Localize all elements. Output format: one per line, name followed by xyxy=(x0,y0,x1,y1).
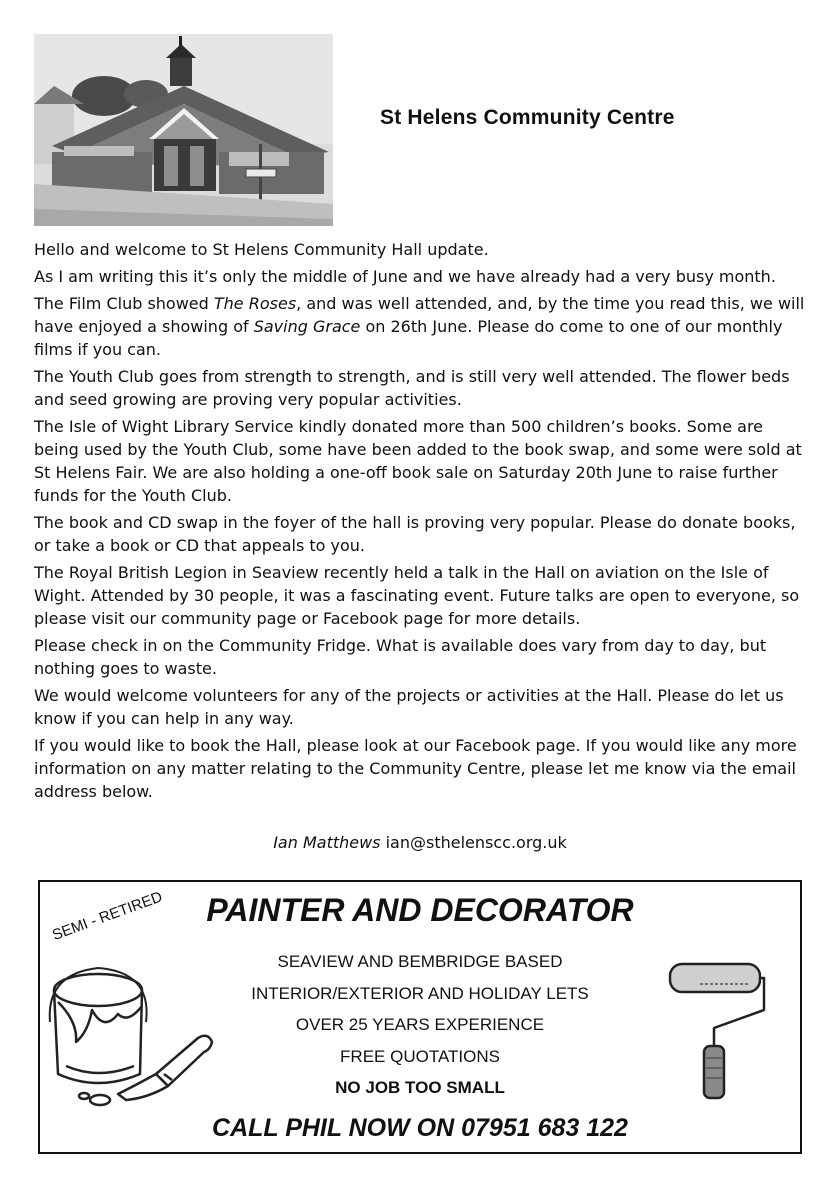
paragraph-text: Please check in on the Community Fridge. What is available does vary from day to day, but nothing goes to waste. xyxy=(34,636,767,678)
paragraph-text: The Isle of Wight Library Service kindly donated more than 500 children’s books. Some are being used by the Youth Club, some have been added to the book swap, and some were sold at St Helens Fair. We are also holding a one-off book sale on Saturday 20th June to raise further funds for the Youth Club. xyxy=(34,417,802,505)
advert-title: PAINTER AND DECORATOR xyxy=(206,892,634,928)
paragraph xyxy=(34,734,810,803)
paragraph-text: As I am writing this it’s only the middle of June and we have already had a very busy month. xyxy=(34,267,776,286)
paragraph xyxy=(34,238,810,261)
advert-bold-line: NO JOB TOO SMALL xyxy=(335,1078,505,1097)
paragraph-text: The book and CD swap in the foyer of the hall is proving very popular. Please do donate books, or take a book or CD that appeals to you. xyxy=(34,513,796,555)
community-centre-photo xyxy=(34,34,333,226)
paragraph-text: The Royal British Legion in Seaview recently held a talk in the Hall on aviation on the Isle of Wight. Attended by 30 people, it was a fascinating event. Future talks are open to everyone, so please visit our community page or Facebook page for more details. xyxy=(34,563,800,628)
paragraph-text: We would welcome volunteers for any of the projects or activities at the Hall. Please do let us know if you can help in any way. xyxy=(34,686,784,728)
advert-line: SEAVIEW AND BEMBRIDGE BASED xyxy=(277,952,563,971)
paragraph-text: The Youth Club goes from strength to strength, and is still very well attended. The flower beds and seed growing are proving very popular activities. xyxy=(34,367,790,409)
paragraph-text: If you would like to book the Hall, please look at our Facebook page. If you would like any more information on any matter relating to the Community Centre, please let me know via the email address below. xyxy=(34,736,797,801)
advert-line: OVER 25 YEARS EXPERIENCE xyxy=(295,1015,545,1034)
semi-retired-label: SEMI - RETIRED xyxy=(50,888,165,944)
article-body xyxy=(34,238,810,807)
advert-line: INTERIOR/EXTERIOR AND HOLIDAY LETS xyxy=(251,983,589,1003)
film-title: The Roses xyxy=(213,294,297,313)
paragraph xyxy=(34,561,810,630)
paragraph-text: on 26th June. Please do come to one of our monthly films if you can. xyxy=(34,317,783,359)
paragraph xyxy=(34,292,810,361)
page-title: St Helens Community Centre xyxy=(380,106,675,129)
paragraph xyxy=(34,365,810,411)
paragraph xyxy=(34,265,810,288)
advert-line: FREE QUOTATIONS xyxy=(340,1046,500,1066)
paint-tin-and-brush-icon xyxy=(48,962,218,1116)
film-title: Saving Grace xyxy=(253,317,361,336)
paragraph-text: Hello and welcome to St Helens Community Hall update. xyxy=(34,240,489,259)
signature xyxy=(0,833,840,852)
author-email[interactable]: ian@sthelenscc.org.uk xyxy=(385,833,567,852)
paragraph xyxy=(34,511,810,557)
paragraph-text: The Film Club showed xyxy=(34,294,214,313)
paragraph xyxy=(34,415,810,507)
paragraph xyxy=(34,634,810,680)
advert-call: CALL PHIL NOW ON 07951 683 122 xyxy=(212,1114,628,1142)
paragraph xyxy=(34,684,810,730)
author-name: Ian Matthews xyxy=(273,833,381,852)
paint-roller-icon xyxy=(660,958,770,1112)
paragraph-text: , and was well attended, and, by the time you read this, we will have enjoyed a showing of xyxy=(34,294,805,336)
